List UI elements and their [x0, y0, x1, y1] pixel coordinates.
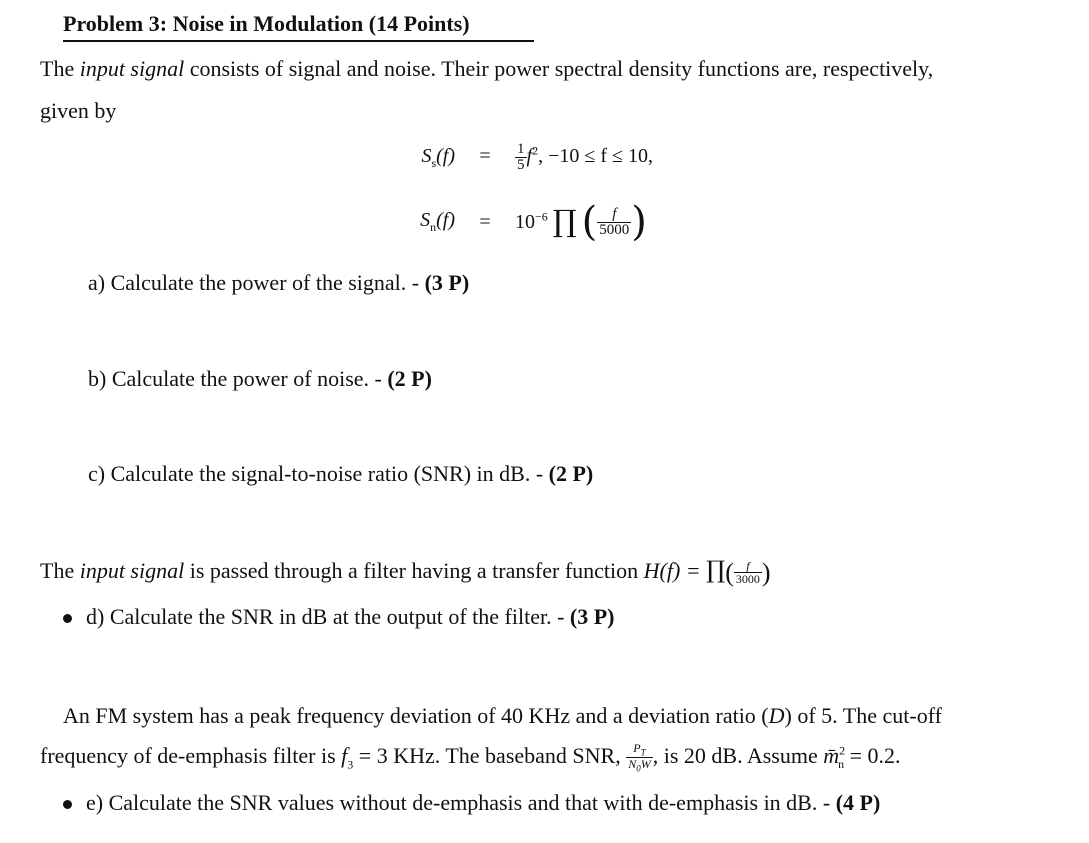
rect-function-symbol: ∏	[552, 204, 577, 240]
left-paren: (	[581, 199, 598, 245]
eq2-lhs: $S_n(f)$	[420, 209, 455, 234]
intro-rest: consists of signal and noise. Their power spectral density functions are, respectively,	[184, 56, 934, 81]
filter-rect-symbol: ∏	[706, 556, 726, 584]
intro-pre: The	[40, 56, 80, 81]
problem-heading: Problem 3: Noise in Modulation (14 Points)	[63, 11, 470, 36]
transfer-function: H(f) =	[643, 558, 701, 583]
question-b: b) Calculate the power of noise. - (2 P)	[88, 366, 432, 391]
eq2-coef: $10^{-6}$	[515, 209, 548, 234]
eq1-exp: 2	[532, 143, 539, 158]
eq2-equals: =	[479, 210, 491, 233]
fm-line-2: frequency of de-emphasis filter is $f_3 = 3$ KHz. The baseband SNR, $\frac{P_T}{N_0W}$ , is 20 dB. Assume m̄$^2_n$ = 0.2.	[40, 741, 901, 774]
intro-emph: input signal	[79, 56, 185, 81]
right-paren: )	[631, 199, 647, 245]
question-a: a) Calculate the power of the signal. - (3 P)	[88, 270, 470, 295]
question-c: c) Calculate the signal-to-noise ratio (SNR) in dB. - (2 P)	[88, 461, 594, 486]
filter-sentence: The input signal is passed through a filter having a transfer function H(f) = ∏( $\frac{f}{3000}$ )	[40, 556, 771, 587]
eq1-fraction: $\frac{1}{5}$	[517, 141, 525, 173]
intro-line-2: given by	[40, 98, 117, 123]
question-e: e) Calculate the SNR values without de-emphasis and that with de-emphasis in dB. - (4 P)	[63, 790, 880, 816]
question-d: d) Calculate the SNR in dB at the output of the filter. - (3 P)	[63, 604, 615, 630]
eq1-lhs: $S_s(f)$	[421, 145, 455, 171]
fm-line-1: An FM system has a peak frequency deviation of 40 KHz and a deviation ratio (D) of 5. The cut-off	[63, 703, 942, 728]
eq1-equals: =	[479, 145, 491, 168]
bullet-icon	[63, 614, 72, 623]
heading-underline	[63, 40, 534, 42]
equation-signal-psd	[395, 142, 653, 173]
bullet-icon	[63, 800, 72, 809]
filter-fraction: $\frac{f}{3000}$	[735, 559, 760, 587]
eq1-var: f	[526, 145, 533, 168]
snr-fraction: $\frac{P_T}{N_0W}$	[628, 741, 651, 774]
eq1-tail: , −10 ≤ f ≤ 10,	[538, 145, 653, 168]
intro-line-1	[40, 56, 933, 82]
eq2-fraction: $\frac{f}{5000}$	[599, 205, 630, 238]
equation-noise-psd	[395, 199, 647, 245]
